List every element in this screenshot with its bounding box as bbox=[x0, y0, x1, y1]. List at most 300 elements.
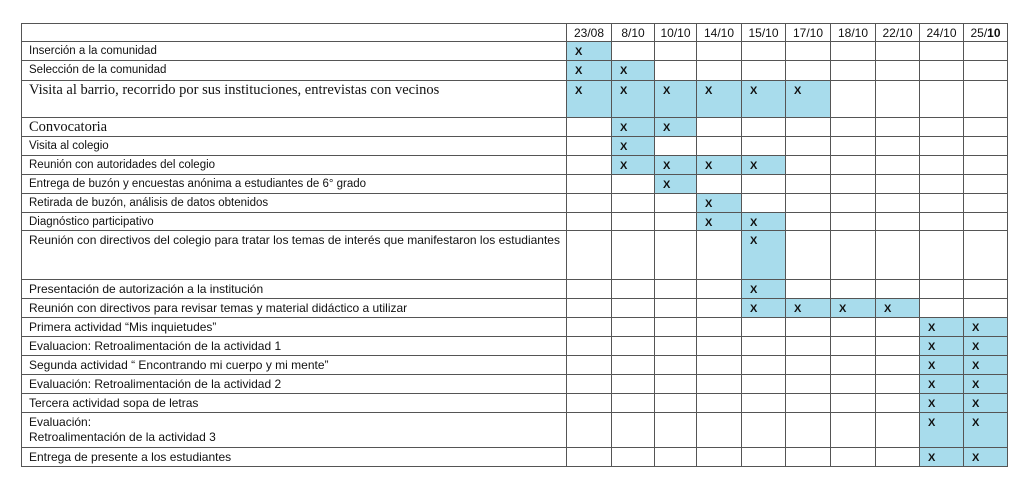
task-label: Primera actividad “Mis inquietudes” bbox=[29, 320, 217, 334]
schedule-cell bbox=[786, 375, 831, 394]
schedule-cell bbox=[697, 81, 742, 118]
schedule-cell bbox=[567, 137, 612, 156]
scheduled-mark: X bbox=[750, 85, 758, 97]
schedule-cell bbox=[964, 42, 1008, 61]
schedule-cell bbox=[920, 413, 964, 448]
schedule-cell bbox=[697, 61, 742, 81]
schedule-cell bbox=[786, 356, 831, 375]
date-header bbox=[742, 24, 786, 42]
schedule-cell bbox=[612, 448, 655, 467]
schedule-cell bbox=[876, 299, 920, 318]
table-row bbox=[22, 213, 1008, 231]
scheduled-mark: X bbox=[663, 179, 671, 191]
date-header bbox=[831, 24, 876, 42]
schedule-cell bbox=[742, 61, 786, 81]
schedule-cell bbox=[786, 42, 831, 61]
schedule-cell bbox=[831, 175, 876, 194]
schedule-cell bbox=[876, 375, 920, 394]
schedule-cell bbox=[831, 231, 876, 280]
schedule-cell bbox=[964, 394, 1008, 413]
schedule-cell bbox=[655, 194, 697, 213]
schedule-cell bbox=[831, 118, 876, 137]
schedule-cell bbox=[786, 299, 831, 318]
schedule-cell bbox=[786, 413, 831, 448]
schedule-cell bbox=[612, 413, 655, 448]
schedule-cell bbox=[876, 61, 920, 81]
task-name-cell bbox=[22, 175, 567, 194]
scheduled-mark: X bbox=[928, 379, 936, 391]
schedule-cell bbox=[567, 448, 612, 467]
scheduled-mark: X bbox=[620, 141, 628, 153]
schedule-cell bbox=[964, 118, 1008, 137]
schedule-cell bbox=[697, 213, 742, 231]
schedule-cell bbox=[612, 299, 655, 318]
schedule-cell bbox=[567, 118, 612, 137]
schedule-cell bbox=[876, 137, 920, 156]
schedule-cell bbox=[920, 394, 964, 413]
schedule-cell bbox=[697, 42, 742, 61]
schedule-cell bbox=[742, 213, 786, 231]
date-header bbox=[876, 24, 920, 42]
schedule-cell bbox=[876, 231, 920, 280]
table-row bbox=[22, 356, 1008, 375]
task-label: Entrega de buzón y encuestas anónima a estudiantes de 6° grado bbox=[29, 178, 367, 190]
scheduled-mark: X bbox=[705, 85, 713, 97]
schedule-cell bbox=[920, 299, 964, 318]
schedule-cell bbox=[612, 61, 655, 81]
schedule-cell bbox=[831, 280, 876, 299]
table-row bbox=[22, 118, 1008, 137]
schedule-cell bbox=[655, 137, 697, 156]
schedule-cell bbox=[612, 337, 655, 356]
schedule-cell bbox=[742, 394, 786, 413]
scheduled-mark: X bbox=[794, 85, 802, 97]
scheduled-mark: X bbox=[884, 303, 892, 315]
scheduled-mark: X bbox=[928, 341, 936, 353]
schedule-cell bbox=[876, 175, 920, 194]
scheduled-mark: X bbox=[750, 235, 758, 247]
header-row bbox=[22, 24, 1008, 42]
schedule-cell bbox=[655, 118, 697, 137]
schedule-cell bbox=[786, 61, 831, 81]
schedule-cell bbox=[964, 356, 1008, 375]
schedule-cell bbox=[831, 137, 876, 156]
scheduled-mark: X bbox=[928, 322, 936, 334]
date-header-label: 18/10 bbox=[837, 25, 869, 40]
task-name-cell bbox=[22, 137, 567, 156]
scheduled-mark: X bbox=[928, 452, 936, 464]
date-header bbox=[697, 24, 742, 42]
schedule-cell bbox=[876, 394, 920, 413]
schedule-cell bbox=[964, 137, 1008, 156]
table-row bbox=[22, 375, 1008, 394]
header-blank-cell bbox=[22, 24, 567, 42]
schedule-cell bbox=[697, 156, 742, 175]
task-label: Entrega de presente a los estudiantes bbox=[29, 450, 232, 464]
schedule-cell bbox=[920, 81, 964, 118]
schedule-cell bbox=[920, 280, 964, 299]
schedule-cell bbox=[567, 61, 612, 81]
scheduled-mark: X bbox=[705, 217, 713, 229]
schedule-cell bbox=[920, 194, 964, 213]
schedule-cell bbox=[831, 448, 876, 467]
schedule-cell bbox=[786, 175, 831, 194]
schedule-cell bbox=[655, 280, 697, 299]
task-name-cell bbox=[22, 413, 567, 448]
schedule-cell bbox=[697, 375, 742, 394]
task-label: Reunión con directivos del colegio para tratar los temas de interés que manifestaron los estudiantes bbox=[29, 233, 560, 247]
scheduled-mark: X bbox=[750, 284, 758, 296]
schedule-cell bbox=[786, 118, 831, 137]
scheduled-mark: X bbox=[972, 379, 980, 391]
scheduled-mark: X bbox=[620, 65, 628, 77]
scheduled-mark: X bbox=[972, 322, 980, 334]
schedule-cell bbox=[697, 337, 742, 356]
schedule-cell bbox=[612, 394, 655, 413]
schedule-cell bbox=[655, 175, 697, 194]
task-label: Inserción a la comunidad bbox=[29, 45, 157, 57]
schedule-cell bbox=[655, 299, 697, 318]
schedule-cell bbox=[612, 280, 655, 299]
task-name-cell bbox=[22, 356, 567, 375]
schedule-cell bbox=[697, 118, 742, 137]
scheduled-mark: X bbox=[972, 452, 980, 464]
schedule-cell bbox=[876, 448, 920, 467]
schedule-cell bbox=[831, 413, 876, 448]
schedule-cell bbox=[920, 156, 964, 175]
schedule-cell bbox=[655, 156, 697, 175]
date-header-label: 17/10 bbox=[792, 25, 824, 40]
task-name-cell bbox=[22, 375, 567, 394]
task-label: Reunión con autoridades del colegio bbox=[29, 159, 216, 171]
schedule-cell bbox=[831, 156, 876, 175]
schedule-cell bbox=[920, 337, 964, 356]
scheduled-mark: X bbox=[928, 360, 936, 372]
schedule-cell bbox=[964, 81, 1008, 118]
scheduled-mark: X bbox=[972, 417, 980, 429]
schedule-cell bbox=[697, 394, 742, 413]
task-name-cell bbox=[22, 118, 567, 137]
schedule-cell bbox=[655, 61, 697, 81]
schedule-cell bbox=[567, 394, 612, 413]
schedule-cell bbox=[786, 448, 831, 467]
task-label: Evaluación: Retroalimentación de la actividad 2 bbox=[29, 377, 282, 391]
schedule-cell bbox=[567, 337, 612, 356]
table-row bbox=[22, 318, 1008, 337]
date-header bbox=[655, 24, 697, 42]
table-row bbox=[22, 81, 1008, 118]
scheduled-mark: X bbox=[575, 85, 583, 97]
task-label: Evaluacion: Retroalimentación de la actividad 1 bbox=[29, 339, 282, 353]
scheduled-mark: X bbox=[972, 341, 980, 353]
date-header-label: 15/10 bbox=[748, 25, 779, 40]
task-label: Selección de la comunidad bbox=[29, 64, 167, 76]
schedule-cell bbox=[697, 299, 742, 318]
scheduled-mark: X bbox=[575, 46, 583, 58]
schedule-cell bbox=[742, 375, 786, 394]
schedule-cell bbox=[831, 299, 876, 318]
task-label: Convocatoria bbox=[29, 119, 108, 135]
schedule-cell bbox=[786, 280, 831, 299]
schedule-cell bbox=[920, 318, 964, 337]
task-name-cell bbox=[22, 280, 567, 299]
schedule-cell bbox=[567, 194, 612, 213]
date-header bbox=[567, 24, 612, 42]
schedule-cell bbox=[920, 356, 964, 375]
schedule-cell bbox=[697, 413, 742, 448]
schedule-cell bbox=[742, 356, 786, 375]
schedule-cell bbox=[786, 231, 831, 280]
schedule-cell bbox=[964, 448, 1008, 467]
schedule-cell bbox=[612, 356, 655, 375]
schedule-cell bbox=[567, 81, 612, 118]
table-row bbox=[22, 61, 1008, 81]
scheduled-mark: X bbox=[663, 85, 671, 97]
task-name-cell bbox=[22, 61, 567, 81]
task-label: Presentación de autorización a la institución bbox=[29, 282, 264, 296]
schedule-cell bbox=[742, 194, 786, 213]
schedule-cell bbox=[964, 318, 1008, 337]
scheduled-mark: X bbox=[705, 198, 713, 210]
schedule-cell bbox=[786, 213, 831, 231]
schedule-cell bbox=[612, 42, 655, 61]
scheduled-mark: X bbox=[750, 303, 758, 315]
schedule-cell bbox=[786, 394, 831, 413]
schedule-cell bbox=[831, 42, 876, 61]
table-row bbox=[22, 394, 1008, 413]
schedule-cell bbox=[920, 61, 964, 81]
scheduled-mark: X bbox=[575, 65, 583, 77]
schedule-cell bbox=[920, 213, 964, 231]
date-header-label: 8/10 bbox=[621, 25, 645, 40]
scheduled-mark: X bbox=[663, 160, 671, 172]
schedule-cell bbox=[876, 213, 920, 231]
date-header bbox=[920, 24, 964, 42]
task-name-cell bbox=[22, 81, 567, 118]
schedule-cell bbox=[876, 81, 920, 118]
schedule-cell bbox=[742, 81, 786, 118]
schedule-cell bbox=[742, 318, 786, 337]
schedule-cell bbox=[612, 137, 655, 156]
scheduled-mark: X bbox=[620, 85, 628, 97]
date-header-label: 22/10 bbox=[882, 25, 913, 40]
schedule-cell bbox=[876, 42, 920, 61]
date-header bbox=[786, 24, 831, 42]
schedule-cell bbox=[964, 194, 1008, 213]
scheduled-mark: X bbox=[972, 360, 980, 372]
schedule-cell bbox=[655, 213, 697, 231]
schedule-cell bbox=[697, 318, 742, 337]
task-name-cell bbox=[22, 337, 567, 356]
schedule-cell bbox=[920, 175, 964, 194]
schedule-cell bbox=[655, 375, 697, 394]
schedule-cell bbox=[612, 156, 655, 175]
schedule-cell bbox=[567, 231, 612, 280]
schedule-cell bbox=[964, 61, 1008, 81]
scheduled-mark: X bbox=[794, 303, 802, 315]
task-name-cell bbox=[22, 448, 567, 467]
schedule-cell bbox=[742, 42, 786, 61]
schedule-cell bbox=[831, 394, 876, 413]
schedule-cell bbox=[786, 318, 831, 337]
schedule-cell bbox=[742, 337, 786, 356]
schedule-cell bbox=[697, 231, 742, 280]
schedule-cell bbox=[742, 137, 786, 156]
schedule-cell bbox=[964, 337, 1008, 356]
schedule-cell bbox=[697, 280, 742, 299]
schedule-cell bbox=[697, 448, 742, 467]
schedule-cell bbox=[964, 280, 1008, 299]
scheduled-mark: X bbox=[705, 160, 713, 172]
schedule-table bbox=[21, 23, 1008, 467]
schedule-cell bbox=[612, 118, 655, 137]
schedule-cell bbox=[920, 42, 964, 61]
schedule-cell bbox=[655, 394, 697, 413]
schedule-cell bbox=[876, 118, 920, 137]
date-header-suffix: 10 bbox=[987, 25, 1001, 40]
scheduled-mark: X bbox=[663, 122, 671, 134]
schedule-cell bbox=[655, 337, 697, 356]
schedule-cell bbox=[964, 175, 1008, 194]
scheduled-mark: X bbox=[620, 160, 628, 172]
schedule-cell bbox=[697, 356, 742, 375]
schedule-cell bbox=[655, 318, 697, 337]
date-header bbox=[964, 24, 1008, 42]
scheduled-mark: X bbox=[750, 217, 758, 229]
schedule-cell bbox=[567, 175, 612, 194]
task-name-cell bbox=[22, 194, 567, 213]
schedule-cell bbox=[876, 318, 920, 337]
task-label: Tercera actividad sopa de letras bbox=[29, 396, 199, 410]
schedule-cell bbox=[876, 337, 920, 356]
schedule-cell bbox=[567, 156, 612, 175]
schedule-cell bbox=[964, 413, 1008, 448]
table-row bbox=[22, 231, 1008, 280]
scheduled-mark: X bbox=[839, 303, 847, 315]
schedule-cell bbox=[612, 213, 655, 231]
schedule-cell bbox=[655, 448, 697, 467]
schedule-cell bbox=[567, 42, 612, 61]
schedule-cell bbox=[876, 356, 920, 375]
schedule-cell bbox=[786, 156, 831, 175]
schedule-cell bbox=[742, 413, 786, 448]
table-row bbox=[22, 413, 1008, 448]
table-row bbox=[22, 448, 1008, 467]
schedule-cell bbox=[742, 118, 786, 137]
schedule-cell bbox=[567, 375, 612, 394]
task-label: Evaluación: Retroalimentación de la actividad 3 bbox=[29, 415, 216, 444]
task-label: Diagnóstico participativo bbox=[29, 216, 154, 228]
schedule-cell bbox=[612, 231, 655, 280]
schedule-cell bbox=[964, 299, 1008, 318]
table-row bbox=[22, 156, 1008, 175]
schedule-cell bbox=[876, 413, 920, 448]
schedule-cell bbox=[612, 175, 655, 194]
schedule-cell bbox=[831, 61, 876, 81]
task-name-cell bbox=[22, 231, 567, 280]
schedule-cell bbox=[612, 375, 655, 394]
schedule-cell bbox=[831, 356, 876, 375]
scheduled-mark: X bbox=[928, 417, 936, 429]
scheduled-mark: X bbox=[928, 398, 936, 410]
schedule-cell bbox=[697, 194, 742, 213]
schedule-cell bbox=[567, 280, 612, 299]
scheduled-mark: X bbox=[972, 398, 980, 410]
scheduled-mark: X bbox=[750, 160, 758, 172]
schedule-cell bbox=[831, 375, 876, 394]
table-row bbox=[22, 280, 1008, 299]
schedule-cell bbox=[964, 375, 1008, 394]
schedule-cell bbox=[742, 231, 786, 280]
schedule-cell bbox=[831, 194, 876, 213]
table-row bbox=[22, 299, 1008, 318]
schedule-cell bbox=[742, 175, 786, 194]
task-name-cell bbox=[22, 213, 567, 231]
task-name-cell bbox=[22, 318, 567, 337]
task-label: Retirada de buzón, análisis de datos obtenidos bbox=[29, 197, 269, 209]
schedule-cell bbox=[697, 175, 742, 194]
schedule-cell bbox=[920, 137, 964, 156]
task-name-cell bbox=[22, 156, 567, 175]
schedule-cell bbox=[742, 448, 786, 467]
task-name-cell bbox=[22, 42, 567, 61]
schedule-cell bbox=[697, 137, 742, 156]
schedule-cell bbox=[831, 213, 876, 231]
schedule-cell bbox=[742, 299, 786, 318]
schedule-cell bbox=[786, 81, 831, 118]
schedule-cell bbox=[742, 156, 786, 175]
schedule-cell bbox=[831, 81, 876, 118]
date-header bbox=[612, 24, 655, 42]
schedule-cell bbox=[786, 137, 831, 156]
schedule-cell bbox=[567, 413, 612, 448]
schedule-cell bbox=[567, 318, 612, 337]
schedule-cell bbox=[655, 356, 697, 375]
date-header-label: 25/ bbox=[970, 25, 988, 40]
table-row bbox=[22, 137, 1008, 156]
schedule-cell bbox=[920, 448, 964, 467]
schedule-cell bbox=[742, 280, 786, 299]
date-header-label: 10/10 bbox=[660, 25, 691, 40]
schedule-cell bbox=[567, 213, 612, 231]
schedule-cell bbox=[876, 194, 920, 213]
task-name-cell bbox=[22, 394, 567, 413]
schedule-cell bbox=[964, 231, 1008, 280]
date-header-label: 23/08 bbox=[573, 25, 605, 40]
schedule-cell bbox=[964, 213, 1008, 231]
task-label: Visita al barrio, recorrido por sus instituciones, entrevistas con vecinos bbox=[29, 82, 440, 98]
schedule-cell bbox=[655, 42, 697, 61]
table-row bbox=[22, 337, 1008, 356]
date-header-label: 14/10 bbox=[703, 25, 735, 40]
table-row bbox=[22, 194, 1008, 213]
date-header-label: 24/10 bbox=[926, 25, 957, 40]
task-name-cell bbox=[22, 299, 567, 318]
schedule-cell bbox=[567, 299, 612, 318]
task-label: Visita al colegio bbox=[29, 140, 109, 152]
schedule-cell bbox=[831, 337, 876, 356]
schedule-cell bbox=[786, 194, 831, 213]
table-row bbox=[22, 175, 1008, 194]
task-label: Reunión con directivos para revisar temas y material didáctico a utilizar bbox=[29, 301, 408, 315]
schedule-cell bbox=[920, 375, 964, 394]
scheduled-mark: X bbox=[620, 122, 628, 134]
schedule-cell bbox=[920, 231, 964, 280]
schedule-cell bbox=[786, 337, 831, 356]
schedule-cell bbox=[612, 318, 655, 337]
schedule-cell bbox=[831, 318, 876, 337]
schedule-cell bbox=[612, 81, 655, 118]
